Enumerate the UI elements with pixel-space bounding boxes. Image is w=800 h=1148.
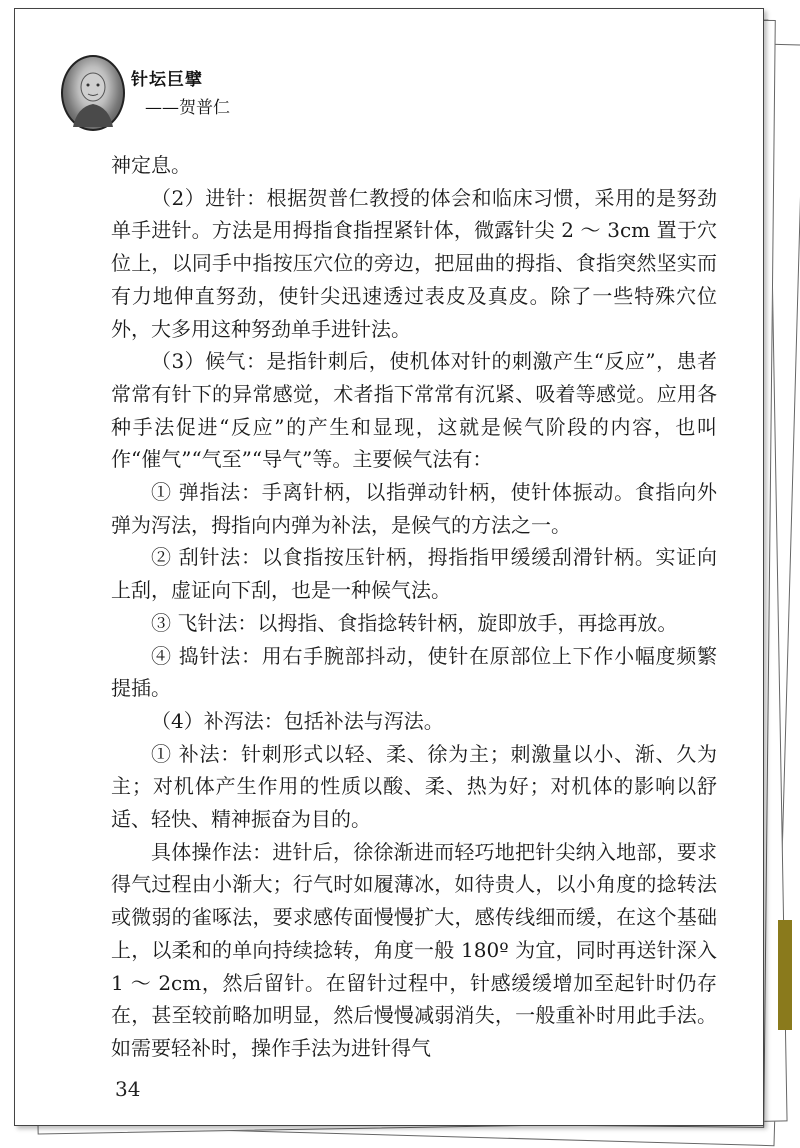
paragraph: （2）进针：根据贺普仁教授的体会和临床习惯，采用的是努劲单手进针。方法是用拇指食指捏紧针体，微露针尖 2 ～ 3cm 置于穴位上，以同手中指按压穴位的旁边，把屈曲的拇指、食指突然坚实而有力地伸直努劲，使针尖迅速透过表皮及真皮。除了一些特殊穴位外，大多用这种努劲单手进针法。 (111, 185, 717, 341)
book-subtitle: ——贺普仁 (145, 98, 230, 118)
paragraph: ③ 飞针法：以拇指、食指捻转针柄，旋即放手，再捻再放。 (151, 610, 678, 635)
running-header (61, 55, 361, 135)
body-text (111, 149, 717, 1065)
paragraph: （4）补泻法：包括补法与泻法。 (151, 708, 444, 733)
book-page (14, 8, 764, 1126)
cover-edge-gold (778, 920, 792, 1030)
paragraph: 神定息。 (111, 153, 191, 177)
paragraph: 具体操作法：进针后，徐徐渐进而轻巧地把针尖纳入地部，要求得气过程由小渐大；行气时如履薄冰，如待贵人，以小角度的捻转法或微弱的雀啄法，要求感传面慢慢扩大，感传线细而缓，在这个基础上，以柔和的单向持续捻转，角度一般 180º 为宜，同时再送针深入 1 ～ 2cm，然后留针。在留针过程中，针感缓缓增加至起针时仍存在，甚至较前略加明显，然后慢慢减弱消失，一般重补时用此手法。如需要轻补时，操作手法为进针得气 (111, 839, 717, 1060)
paragraph: ② 刮针法：以食指按压针柄，拇指指甲缓缓刮滑针柄。实证向上刮，虚证向下刮，也是一种候气法。 (111, 545, 717, 603)
book-title: 针坛巨擘 (131, 70, 203, 90)
paragraph: （3）候气：是指针刺后，使机体对针的刺激产生“反应”，患者常常有针下的异常感觉，术者指下常常有沉紧、吸着等感觉。应用各种手法促进“反应”的产生和显现，这就是候气阶段的内容，也叫作“催气”“气至”“导气”等。主要候气法有： (111, 349, 717, 472)
paragraph: ① 补法：针刺形式以轻、柔、徐为主；刺激量以小、渐、久为主；对机体产生作用的性质以酸、柔、热为好；对机体的影响以舒适、轻快、精神振奋为目的。 (111, 741, 717, 832)
paragraph: ① 弹指法：手离针柄，以指弹动针柄，使针体振动。食指向外弹为泻法，拇指向内弹为补法，是候气的方法之一。 (111, 480, 717, 537)
paragraph: ④ 捣针法：用右手腕部抖动，使针在原部位上下作小幅度频繁提插。 (111, 643, 717, 701)
page-number: 34 (115, 1077, 141, 1101)
portrait-image (61, 55, 125, 131)
